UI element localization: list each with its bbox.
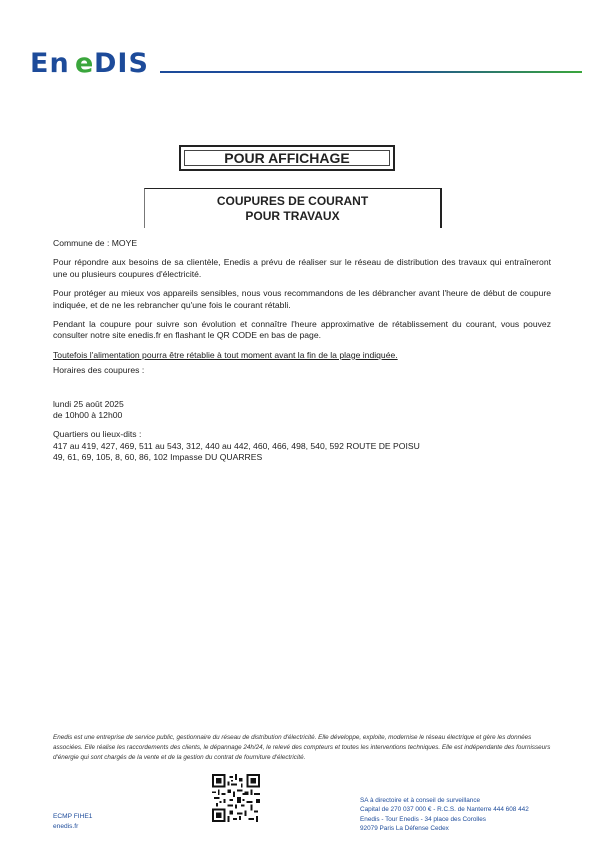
subtitle-line1: COUPURES DE COURANT	[216, 194, 369, 208]
website-link[interactable]: enedis.fr	[53, 822, 79, 830]
commune-line: Commune de : MOYE	[53, 238, 138, 248]
company-info-line-1: SA à directoire et à conseil de surveillance	[360, 797, 481, 804]
paragraph-3: Pendant la coupure pour suivre son évolution et connaître l'heure approximative de rétablissement du courant, vous pouvez consulter notre site enedis.fr en flashant le QR CODE en bas de page.	[53, 319, 551, 341]
enedis-logo-mark	[30, 48, 158, 78]
paragraph-4: Toutefois l'alimentation pourra être rétablie à tout moment avant la fin de la plage indiquée.	[53, 349, 398, 360]
svg-text:DIS: DIS	[94, 48, 149, 78]
subtitle-line2: POUR TRAVAUX	[245, 209, 340, 223]
svg-text:e: e	[75, 48, 95, 78]
company-info-line-3: Enedis - Tour Enedis - 34 place des Corolles	[360, 815, 486, 823]
svg-text:En: En	[30, 48, 70, 78]
company-info-line-2: Capital de 270 037 000 € - R.C.S. de Nanterre 444 608 442	[360, 806, 529, 814]
subtitle-box	[144, 188, 442, 228]
qr-code[interactable]	[212, 774, 260, 822]
outage-date: lundi 25 août 2025	[53, 398, 124, 409]
paragraph-2: Pour protéger au mieux vos appareils sensibles, nous vous recommandons de les débrancher avant l'heure de début de coupure indiquée, et de ne les rebrancher qu'une fois le courant rétabli.	[53, 288, 551, 310]
enedis-logo	[30, 48, 158, 84]
header-rule	[160, 71, 582, 73]
title-box	[179, 145, 395, 171]
outage-time: de 10h00 à 12h00	[53, 410, 123, 421]
quartier-line-2: 49, 61, 69, 105, 8, 60, 86, 102 Impasse DU QUARRES	[53, 452, 263, 463]
quartier-line-1: 417 au 419, 427, 469, 511 au 543, 312, 440 au 442, 460, 466, 498, 540, 592 ROUTE DE POISU	[53, 440, 420, 451]
title-text: POUR AFFICHAGE	[184, 150, 390, 166]
quartiers-label: Quartiers ou lieux-dits :	[53, 429, 142, 440]
company-info	[360, 796, 529, 833]
footer-left-block	[53, 812, 92, 831]
company-info-line-4: 92079 Paris La Défense Cedex	[360, 824, 449, 832]
document-code: ECMP FIHE1	[53, 813, 93, 820]
notice-body	[53, 238, 551, 464]
legal-notice: Enedis est une entreprise de service public, gestionnaire du réseau de distribution d'électricité. Elle développe, exploite, modernise le réseau électrique et gère les données associées. Elle réalise les raccordements des clients, le dépannage 24h/24, le relevé des compteurs et toutes les interventions techniques. Elle est indépendante des fournisseurs d'énergie qui sont chargés de la vente et de la gestion du contrat de fourniture d'électricité.	[53, 734, 551, 761]
paragraph-1: Pour répondre aux besoins de sa clientèle, Enedis a prévu de réaliser sur le réseau de distribution des travaux qui entraîneront une ou plusieurs coupures d'électricité.	[53, 257, 551, 279]
horaires-label: Horaires des coupures :	[53, 365, 145, 376]
